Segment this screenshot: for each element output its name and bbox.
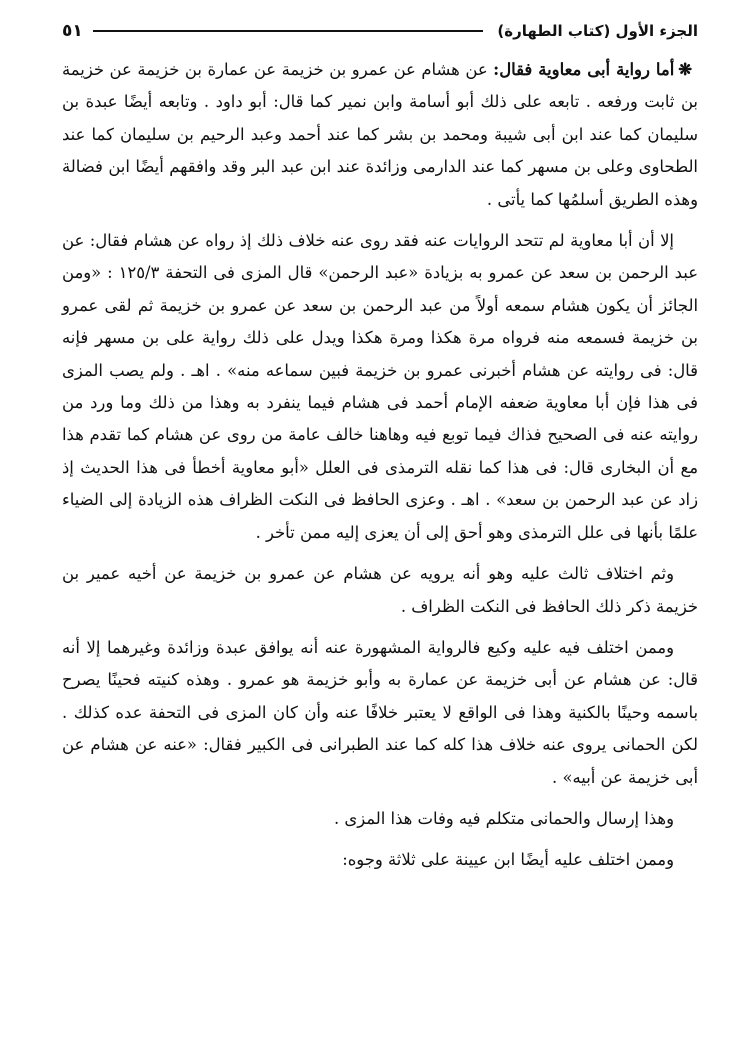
book-page xyxy=(62,14,698,1054)
paragraph-irsal: وهذا إرسال والحمانى متكلم فيه وفات هذا المزى . xyxy=(333,808,674,828)
paragraph-lead: أما رواية أبى معاوية فقال: xyxy=(493,60,675,79)
page-number: ٥١ xyxy=(62,21,83,41)
paragraph-text: عن هشام عن عمرو بن خزيمة عن عمارة بن خزيمة عن خزيمة بن ثابت ورفعه . تابعه على ذلك أبو أسامة وابن نمير كما قال: أبو داود . وتابعه أيضًا عبدة بن سليمان كما عند ابن أبى شيبة ومحمد بن بشر كما عند أحمد وعبد الرحيم بن سليمان كما عند الطحاوى وعلى بن مسهر كما عند الدارمى وزائدة عند ابن عبد البر وقد وافقهم أيضًا ابن فضالة وهذه الطريق أسلمُها كما يأتى . xyxy=(62,60,698,209)
running-header-title: الجزء الأول (كتاب الطهارة) xyxy=(497,22,698,40)
star-bullet-icon: ❋ xyxy=(678,60,692,79)
paragraph-ibn-uyayna: وممن اختلف عليه أيضًا ابن عيينة على ثلاثة وجوه: xyxy=(342,850,674,870)
running-header xyxy=(62,14,698,48)
paragraph-wakee: وممن اختلف فيه عليه وكيع فالرواية المشهورة عنه أنه يوافق عبدة وزائدة وغيرهما إلا أنه قال: عن هشام عن أبى خزيمة عن عمارة به وأبو خزيمة هو عمرو . وهذه كنيته فحينًا يصرح باسمه وحينًا بالكنية وهذا فى الواقع لا يعتبر خلافًا عنه وأن كان المزى فى التحفة عده كذلك . لكن الحمانى يروى عنه خلاف هذا كله كما عند الطبرانى فى الكبير فقال: «عنه عن هشام عن أبى خزيمة عن أبيه» . xyxy=(62,637,698,787)
page-body xyxy=(62,54,698,877)
paragraph-third-difference: وثم اختلاف ثالث عليه وهو أنه يرويه عن هشام عن عمرو بن خزيمة عن أخيه عمير بن خزيمة ذكر ذلك الحافظ فى النكت الظراف . xyxy=(62,564,698,616)
header-rule xyxy=(93,30,484,32)
paragraph-abu-muawiya xyxy=(62,54,698,216)
paragraph-second-narration: إلا أن أبا معاوية لم تتحد الروايات عنه فقد روى عنه خلاف ذلك إذ رواه عن هشام فقال: عن عبد الرحمن بن سعد عن عمرو به بزيادة «عبد الرحمن» قال المزى فى التحفة ١٢٥/٣ : «ومن الجائز أن يكون هشام سمعه أولاً من عبد الرحمن بن سعد عن عمرو بن خزيمة ثم لقى عمرو بن خزيمة فسمعه منه فرواه مرة هكذا ومرة هكذا ويدل على ذلك رواية على بن مسهر فإنه قال: فى روايته عن هشام أخبرنى عمرو بن خزيمة فبين سماعه منه» . اهـ . ولم يصب المزى فى هذا فإن أبا معاوية ضعفه الإمام أحمد فى هشام فيما ينفرد به وهذا من ذلك وما ورد من روايته عنه فى الصحيح فذاك فيما توبع فيه وهاهنا خالف عامة من روى عن هشام كما تقدم هذا مع أن البخارى قال: فى هذا كما نقله الترمذى فى العلل «أبو معاوية أخطأ فى هذا الحديث إذ زاد عن عبد الرحمن بن سعد» . اهـ . وعزى الحافظ فى النكت الظراف هذه الزيادة إلى الضياء علمًا بأنها فى علل الترمذى وهو أحق إلى أن يعزى إليه ممن تأخر . xyxy=(62,231,698,542)
